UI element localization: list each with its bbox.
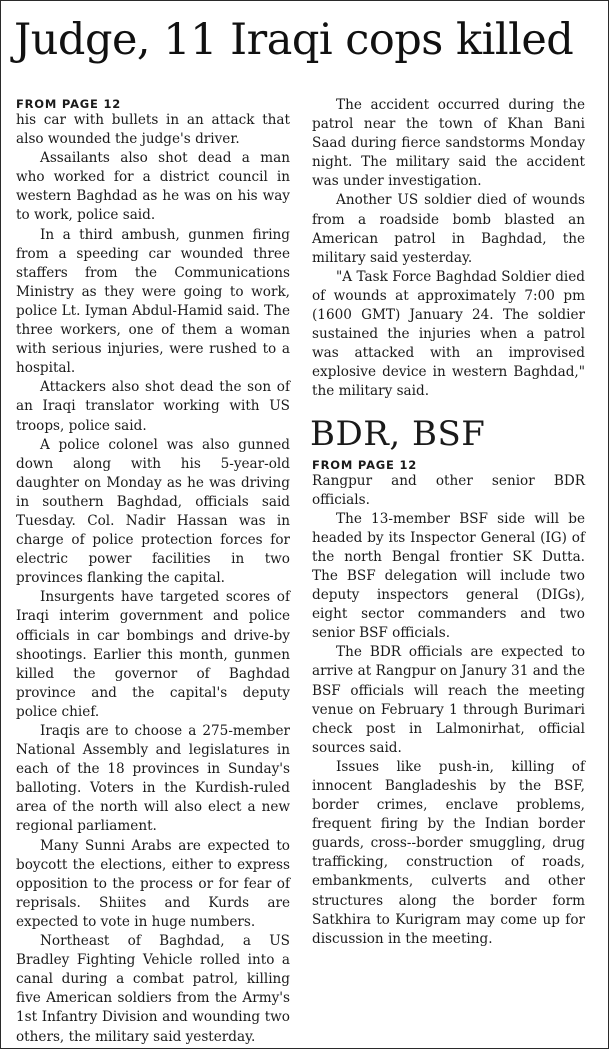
- headline-judge-iraqi-cops: Judge, 11 Iraqi cops killed: [14, 15, 574, 65]
- article2-paragraph-3: The BDR officials are expected to arrive at Rangpur on Janury 31 and the BSF officials will reach the meeting venue on February 1 through Burimari check post in Lalmonirhat, official sources said.: [312, 644, 585, 756]
- article1-paragraph-7: Iraqis are to choose a 275-member National Assembly and legislatures in each of the 18 provinces in Sunday's balloting. Voters in the Kurdish-ruled area of the north will also elect a new regional parliament.: [16, 723, 290, 835]
- article1-paragraph-3: In a third ambush, gunmen firing from a speeding car wounded three staffers from the Communications Ministry as they were going to work, police Lt. Iyman Abdul-Hamid said. The three workers, one of them a woman with serious injuries, were rushed to a hospital.: [16, 226, 290, 377]
- article1-paragraph-11: Another US soldier died of wounds from a roadside bomb blasted an American patrol in Baghdad, the military said yesterday.: [312, 192, 585, 266]
- article2-paragraph-4: Issues like push-in, killing of innocent Bangladeshis by the BSF, border crimes, enclave problems, frequent firing by the Indian border guards, cross--border smuggling, drug trafficking, construction of roads, embankments, culverts and other structures along the border form Satkhira to Kurigram may come up for discussion in the meeting.: [312, 758, 585, 947]
- column-left: [16, 96, 290, 1047]
- article1-paragraph-5: A police colonel was also gunned down along with his 5-year-old daughter on Monday as he was driving in southern Baghdad, officials said Tuesday. Col. Nadir Hassan was in charge of police protection forces for electric power facilities in two provinces flanking the capital.: [16, 436, 290, 587]
- article1-paragraph-4: Attackers also shot dead the son of an Iraqi translator working with US troops, police said.: [16, 379, 290, 434]
- article1-paragraph-9: Northeast of Baghdad, a US Bradley Fighting Vehicle rolled into a canal during a combat patrol, killing five American soldiers from the Army's 1st Infantry Division and wounding two others, the military said yesterday.: [16, 933, 290, 1045]
- kicker-from-page-12: FROM PAGE 12: [16, 97, 122, 111]
- article2-paragraph-1: Rangpur and other senior BDR officials.: [312, 472, 585, 508]
- article1-paragraph-2: Assailants also shot dead a man who worked for a district council in western Baghdad as he was on his way to work, police said.: [16, 150, 290, 224]
- article2-paragraph-2: The 13-member BSF side will be headed by its Inspector General (IG) of the north Bengal frontier SK Dutta. The BSF delegation will include two deputy inspectors general (DIGs), eight sector commanders and two senior BSF officials.: [312, 510, 585, 642]
- headline-bdr-bsf: BDR, BSF: [310, 413, 486, 454]
- article1-paragraph-10: The accident occurred during the patrol near the town of Khan Bani Saad during fierce sandstorms Monday night. The military said the accident was under investigation.: [312, 97, 585, 190]
- article1-paragraph-12: "A Task Force Baghdad Soldier died of wounds at approximately 7:00 pm (1600 GMT) January 24. The soldier sustained the injuries when a patrol was attacked with an improvised explosive device in western Baghdad," the military said.: [312, 268, 585, 400]
- article1-paragraph-6: Insurgents have targeted scores of Iraqi interim government and police officials in car bombings and drive-by shootings. Earlier this month, gunmen killed the governor of Baghdad province and the capital's deputy police chief.: [16, 589, 290, 720]
- kicker-from-page-12-second: FROM PAGE 12: [312, 457, 418, 472]
- column-right: [312, 96, 585, 949]
- article1-paragraph-1: his car with bullets in an attack that also wounded the judge's driver.: [16, 112, 290, 148]
- article1-paragraph-8: Many Sunni Arabs are expected to boycott the elections, either to express opposition to the process or for fear of reprisals. Shiites and Kurds are expected to vote in huge numbers.: [16, 837, 290, 930]
